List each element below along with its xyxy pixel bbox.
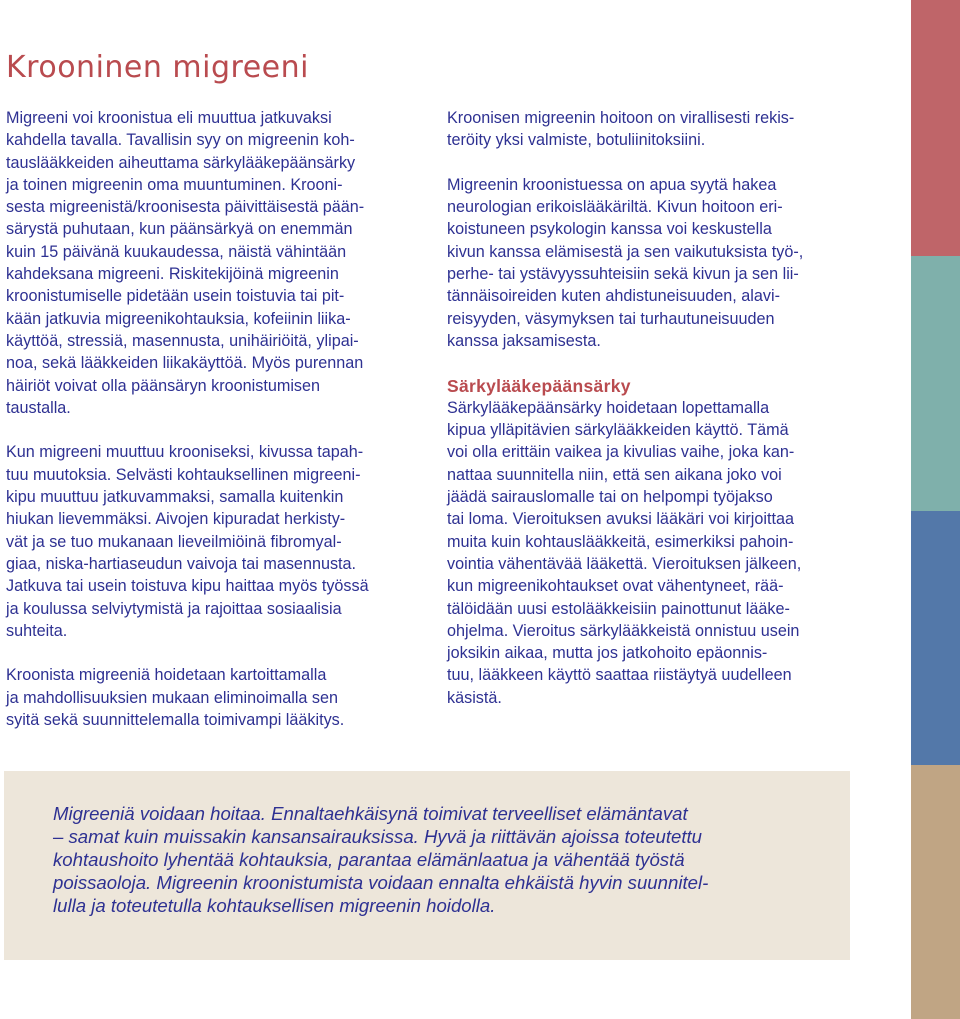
callout-box [4, 771, 850, 960]
paragraph-chronic-definition: Migreeni voi kroonistua eli muuttua jatkuvaksi kahdella tavalla. Tavallisin syy on migreenin koh- tauslääkkeiden aiheuttama särkylääkepäänsärky ja toinen migreenin oma muuntuminen. Krooni- sesta migreenistä/kroonisesta päivittäisestä pään- särystä puhutaan, kun päänsärkyä on enemmän kuin 15 päivänä kuukaudessa, näistä vähintään kahdeksana migreeni. Riskitekijöinä migreenin kroonistumiselle pidetään usein toistuvia tai pit- kään jatkuvia migreenikohtauksia, kofeiinin liika- käyttöä, stressiä, masennusta, unihäiriöitä, ylipai- noa, sekä lääkkeiden liikakäyttöä. Myös purennan häiriöt voivat olla päänsäryn kroonistumisen taustalla. [6, 109, 365, 417]
section-heading-medication-overuse: Särkylääkepäänsärky [447, 375, 631, 396]
decorative-stripe-tan [911, 765, 960, 1019]
decorative-stripe-teal [911, 256, 960, 511]
paragraph-botulinum: Kroonisen migreenin hoitoon on virallisesti rekis- teröity yksi valmiste, botuliinitoksiini. [447, 109, 795, 150]
paragraph-medication-overuse: Särkylääkepäänsärky hoidetaan lopettamalla kipua ylläpitävien särkylääkkeiden käyttö. Tämä voi olla erittäin vaikea ja kivulias vaihe, joka kan- nattaa suunnitella niin, että sen aikana joko voi jäädä sairauslomalle tai on helpompi työjakso tai loma. Vieroituksen avuksi lääkäri voi kirjoittaa muita kuin kohtauslääkkeitä, esimerkiksi pahoin- vointia vähentävää lääkettä. Vieroituksen jälkeen, kun migreenikohtaukset ovat vähentyneet, rää- tälöidään uusi estolääkkeisiin painottunut lääke- ohjelma. Vieroitus särkylääkkeistä onnistuu usein joksikin aikaa, mutta jos jatkohoito epäonnis- tuu, lääkkeen käyttö saattaa riistäytyä uudelleen käsistä. [447, 398, 802, 707]
page-title: Krooninen migreeni [6, 50, 309, 85]
paragraph-treatment: Kroonista migreeniä hoidetaan kartoittamalla ja mahdollisuuksien mukaan eliminoimalla sen syitä sekä suunnittelemalla toimivampi lääkitys. [6, 666, 345, 730]
callout-text: Migreeniä voidaan hoitaa. Ennaltaehkäisynä toimivat terveelliset elämäntavat – samat kuin muissakin kansansairauksissa. Hyvä ja riittävän ajoissa toteutettu kohtaushoito lyhentää kohtauksia, parantaa elämänlaatua ja vähentää työstä poissaoloja. Migreenin kroonistumista voidaan ennalta ehkäistä hyvin suunnitel- lulla ja toteutetulla kohtauksellisen migreenin hoidolla. [53, 803, 709, 916]
right-column [447, 107, 847, 709]
decorative-stripe-red [911, 0, 960, 256]
paragraph-pain-changes: Kun migreeni muuttuu krooniseksi, kivussa tapah- tuu muutoksia. Selvästi kohtauksellinen migreeni- kipu muuttuu jatkuvammaksi, samalla kuitenkin hiukan lievemmäksi. Aivojen kipuradat herkisty- vät ja se tuo mukanaan lieveilmiöinä fibromyal- giaa, niska-hartiaseudun vaivoja tai masennusta. Jatkuva tai usein toistuva kipu haittaa myös työssä ja koulussa selviytymistä ja rajoittaa sosiaalisia suhteita. [6, 443, 369, 640]
paragraph-neurologist: Migreenin kroonistuessa on apua syytä hakea neurologian erikoislääkäriltä. Kivun hoitoon eri- koistuneen psykologin kanssa voi keskustella kivun kanssa elämisestä ja sen vaikutuksista työ-, perhe- tai ystävyyssuhteisiin sekä kivun ja sen lii- tännäisoireiden kuten ahdistuneisuuden, alavi- reisyyden, väsymyksen tai turhautuneisuuden kanssa jaksamisesta. [447, 175, 804, 350]
left-column [6, 107, 408, 731]
decorative-stripe-blue [911, 511, 960, 765]
